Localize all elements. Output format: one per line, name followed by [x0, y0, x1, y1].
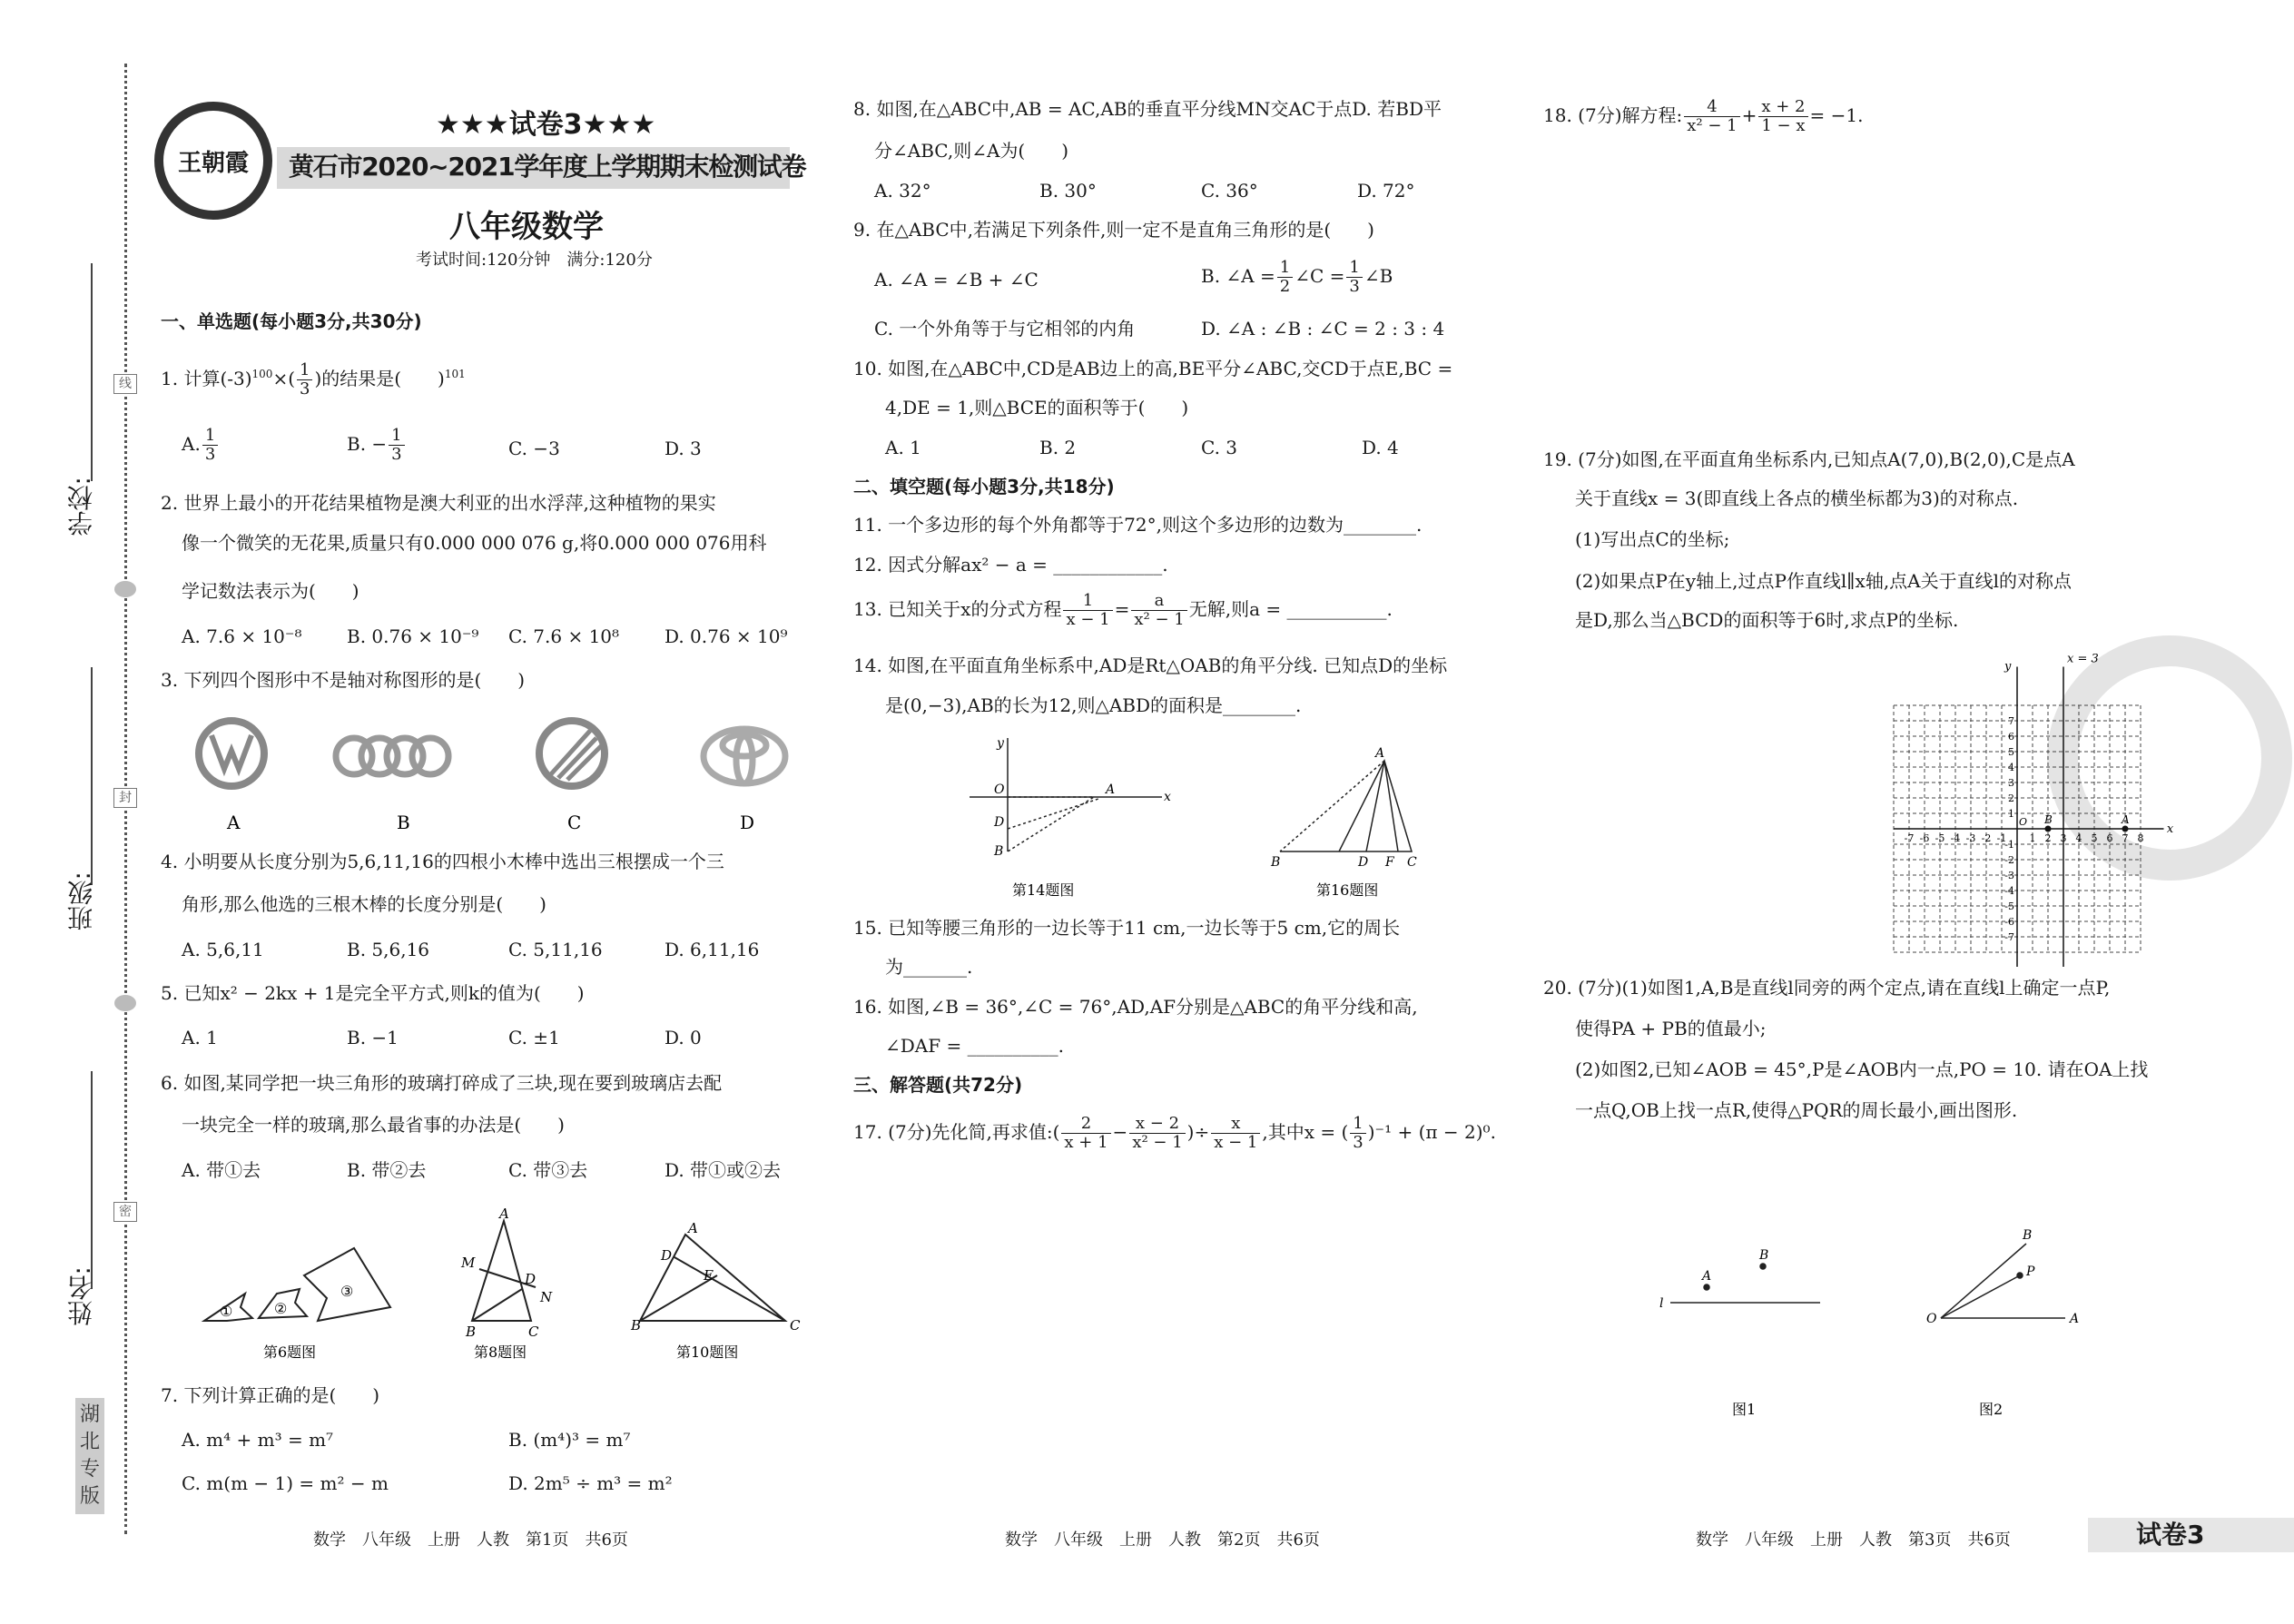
option-b[interactable]: B. −1 — [347, 1027, 399, 1048]
point-label: A — [2122, 813, 2130, 826]
y-tick-label: 4 — [2008, 762, 2014, 773]
origin-label: O — [2019, 816, 2028, 828]
exam-title: 黄石市2020~2021学年度上学期期末检测试卷 — [289, 152, 806, 182]
option-b[interactable]: B. − $\frac{1}{3}$ — [347, 427, 407, 464]
figure-label: C — [567, 812, 582, 833]
point-label: B — [2023, 1228, 2033, 1243]
name-label: 姓名: — [66, 1266, 96, 1326]
y-tick-label: 3 — [2008, 777, 2014, 789]
question-6-line: 一块完全一样的玻璃,那么最省事的办法是( ) — [182, 1114, 565, 1136]
option-c[interactable]: C. 3 — [1201, 437, 1238, 458]
option-a[interactable]: A. 5,6,11 — [182, 939, 264, 960]
y-tick-label: -5 — [2004, 901, 2014, 912]
line-label: x = 3 — [2067, 652, 2099, 666]
question-1: 1. 计算$(-3)^{100}\times$( $\frac{1}{3}$ )的结果是( )$^{101}$ — [161, 360, 466, 399]
question-2-line: 学记数法表示为( ) — [182, 580, 359, 602]
figure-16 — [1280, 761, 1412, 851]
y-tick-label: -2 — [2004, 854, 2014, 866]
option-c[interactable]: C. m(m − 1) = m² − m — [182, 1472, 389, 1494]
class-field-line[interactable] — [91, 667, 93, 885]
figure-caption: 第6题图 — [263, 1343, 317, 1361]
figure-label: B — [397, 812, 410, 833]
option-c[interactable]: C. ±1 — [508, 1027, 560, 1048]
point-label: B — [1759, 1248, 1769, 1263]
section-heading: 二、填空题(每小题3分,共18分) — [853, 476, 1115, 497]
option-a[interactable]: A. m⁴ + m³ = m⁷ — [182, 1429, 334, 1451]
x-tick-label: 5 — [2091, 832, 2098, 844]
figures-14-16 — [962, 733, 1471, 906]
question-18: 18. (7分)解方程: $\frac{4}{\text{x² − 1}}$ + $\frac{x + 2}{1 - x}$ = −1. — [1543, 97, 1864, 135]
option-d[interactable]: D. 6,11,16 — [665, 939, 760, 960]
figure-1 — [1670, 1264, 1820, 1303]
point-label: D — [1358, 855, 1369, 870]
point-label: A — [1375, 746, 1385, 761]
school-label: 学校: — [66, 477, 96, 536]
option-d[interactable]: D. 3 — [665, 438, 702, 459]
axis-label: y — [997, 736, 1004, 751]
paper-badge: 试卷3 — [2136, 1520, 2205, 1550]
line-label: l — [1659, 1296, 1664, 1311]
point-label: M — [461, 1255, 476, 1271]
point-label: O — [994, 782, 1005, 797]
figure-caption: 图1 — [1732, 1401, 1757, 1418]
x-tick-label: 1 — [2029, 832, 2036, 844]
logo-vw — [199, 721, 264, 786]
x-tick-label: -1 — [1996, 832, 2007, 844]
option-d[interactable]: D. 带①或②去 — [665, 1159, 782, 1181]
option-c[interactable]: C. 一个外角等于与它相邻的内角 — [874, 318, 1136, 340]
option-b[interactable]: B. 带②去 — [347, 1159, 427, 1181]
x-tick-label: 6 — [2106, 832, 2113, 844]
flower-icon — [114, 581, 136, 597]
question-20-line: 使得PA + PB的值最小; — [1575, 1018, 1767, 1039]
y-tick-label: -4 — [2004, 885, 2014, 897]
logo-toyota — [704, 729, 785, 783]
option-d[interactable]: D. 0 — [665, 1027, 702, 1048]
question-17: 17. (7分)先化简,再求值:( $\frac{2}{x + 1}$ − $\frac{x - 2}{\text{x² − 1}}$ )÷ $\frac{x}{x - 1}$ ,其中x = ( $\frac{1}{3}$ )⁻¹ + (π − 2)⁰. — [853, 1114, 1496, 1152]
option-c[interactable]: C. −3 — [508, 438, 560, 459]
option-a[interactable]: A. 7.6 × 10⁻⁸ — [182, 625, 302, 647]
question-5: 5. 已知x² − 2kx + 1是完全平方式,则k的值为( ) — [161, 982, 585, 1004]
y-tick-label: 2 — [2008, 792, 2014, 804]
page-footer: 数学 八年级 上册 人教 第3页 共6页 — [1696, 1530, 2011, 1550]
question-16: 16. 如图,∠B = 36°,∠C = 76°,AD,AF分别是△ABC的角平分线和高, — [853, 996, 1418, 1018]
point-label: C — [528, 1324, 539, 1340]
piece-label: ① — [220, 1303, 233, 1320]
point-label: F — [1385, 855, 1394, 870]
y-tick-label: 7 — [2008, 715, 2014, 727]
x-tick-label: -2 — [1981, 832, 1992, 844]
point-label: A — [2070, 1312, 2080, 1326]
option-a[interactable]: A. 带①去 — [182, 1159, 261, 1181]
question-19-line: 关于直线x = 3(即直线上各点的横坐标都为3)的对称点. — [1575, 487, 2019, 509]
figure-caption: 第10题图 — [676, 1343, 739, 1361]
flower-icon — [114, 995, 136, 1011]
question-12: 12. 因式分解ax² − a = ____________. — [853, 554, 1168, 576]
option-c[interactable]: C. 7.6 × 10⁸ — [508, 625, 620, 647]
question-19-line: (1)写出点C的坐标; — [1575, 528, 1730, 550]
section-heading: 一、单选题(每小题3分,共30分) — [161, 310, 422, 332]
page-footer: 数学 八年级 上册 人教 第2页 共6页 — [1005, 1530, 1320, 1550]
y-tick-label: -7 — [2004, 931, 2014, 943]
piece-label: ③ — [340, 1283, 354, 1300]
point-label: B — [2044, 813, 2053, 826]
option-a[interactable]: A. ∠A = ∠B + ∠C — [874, 269, 1039, 290]
point-label: P — [2026, 1265, 2035, 1279]
question-3: 3. 下列四个图形中不是轴对称图形的是( ) — [161, 669, 526, 691]
logo-audi — [336, 738, 448, 774]
option-d[interactable]: D. 4 — [1362, 437, 1399, 458]
question-4-line: 角形,那么他选的三根木棒的长度分别是( ) — [182, 893, 546, 915]
figures-6-8-10 — [191, 1207, 826, 1375]
question-14-line: 是(0,−3),AB的长为12,则△ABD的面积是________. — [885, 694, 1302, 716]
paper-number: ★★★试卷3★★★ — [436, 109, 656, 141]
question-7: 7. 下列计算正确的是( ) — [161, 1384, 380, 1406]
question-9: 9. 在△ABC中,若满足下列条件,则一定不是直角三角形的是( ) — [853, 219, 1374, 241]
point-label: N — [540, 1289, 553, 1305]
question-8-line: 分∠ABC,则∠A为( ) — [874, 140, 1069, 162]
point-label: E — [704, 1267, 714, 1284]
x-tick-label: 8 — [2137, 832, 2144, 844]
figure-caption: 图2 — [1979, 1401, 2004, 1418]
option-b[interactable]: B. 0.76 × 10⁻⁹ — [347, 625, 479, 647]
section-heading: 三、解答题(共72分) — [853, 1074, 1023, 1096]
point-label: A — [499, 1207, 509, 1222]
option-c[interactable]: C. 带③去 — [508, 1159, 588, 1181]
point-A — [2122, 826, 2129, 832]
subject-title: 八年级数学 — [449, 209, 604, 245]
option-d[interactable]: D. ∠A : ∠B : ∠C = 2 : 3 : 4 — [1201, 318, 1445, 340]
point-label: D — [994, 815, 1005, 830]
point-label: B — [994, 844, 1004, 859]
option-a[interactable]: A. 1 — [885, 437, 921, 458]
figure-caption: 第16题图 — [1316, 881, 1379, 899]
x-tick-label: -6 — [1919, 832, 1930, 844]
question-11: 11. 一个多边形的每个外角都等于72°,则这个多边形的边数为________. — [853, 514, 1423, 536]
y-tick-label: 1 — [2008, 808, 2014, 820]
school-field-line[interactable] — [91, 263, 93, 481]
option-a[interactable]: A. $\frac{1}{3}$ — [182, 427, 220, 464]
question-19-line: 是D,那么当△BCD的面积等于6时,求点P的坐标. — [1575, 609, 1959, 631]
question-15: 15. 已知等腰三角形的一边长等于11 cm,一边长等于5 cm,它的周长 — [853, 917, 1401, 939]
page-footer: 数学 八年级 上册 人教 第1页 共6页 — [313, 1530, 628, 1550]
option-a[interactable]: A. 1 — [182, 1027, 218, 1048]
point-label: D — [525, 1271, 537, 1287]
question-19: 19. (7分)如图,在平面直角坐标系内,已知点A(7,0),B(2,0),C是点A — [1543, 448, 2075, 470]
point-label: D — [661, 1247, 673, 1264]
option-a[interactable]: A. 32° — [874, 180, 931, 202]
x-tick-label: 4 — [2075, 832, 2082, 844]
option-d[interactable]: D. 2m⁵ ÷ m³ = m² — [508, 1472, 673, 1494]
point-label: O — [1926, 1312, 1937, 1326]
question-20-line: 一点Q,OB上找一点R,使得△PQR的周长最小,画出图形. — [1575, 1099, 2018, 1121]
logo-c — [539, 721, 605, 786]
axis-label: x — [1164, 790, 1171, 804]
question-4: 4. 小明要从长度分别为5,6,11,16的四根小木棒中选出三根摆成一个三 — [161, 851, 724, 872]
question-20: 20. (7分)(1)如图1,A,B是直线l同旁的两个定点,请在直线l上确定一点P, — [1543, 977, 2111, 999]
class-label: 班级: — [66, 871, 96, 931]
point-label: C — [1407, 855, 1417, 870]
y-tick-label: -3 — [2004, 870, 2014, 881]
figure-label: D — [740, 812, 755, 833]
y-axis-label: y — [2004, 659, 2012, 674]
option-c[interactable]: C. 36° — [1201, 180, 1258, 202]
seal-mark-mi: 密 — [113, 1202, 137, 1222]
x-tick-label: 2 — [2044, 832, 2052, 844]
question-10-line: 4,DE = 1,则△BCE的面积等于( ) — [885, 397, 1189, 418]
point-label: C — [790, 1317, 801, 1334]
question-19-line: (2)如果点P在y轴上,过点P作直线l∥x轴,点A关于直线l的对称点 — [1575, 570, 2072, 592]
seal-mark-xian: 线 — [113, 374, 137, 394]
figure-2 — [1941, 1244, 2065, 1318]
piece-label: ② — [274, 1300, 288, 1317]
point-label: B — [631, 1317, 642, 1334]
seal-mark-feng: 封 — [113, 788, 137, 808]
question-6: 6. 如图,某同学把一块三角形的玻璃打碎成了三块,现在要到玻璃店去配 — [161, 1072, 723, 1094]
option-b[interactable]: B. 2 — [1039, 437, 1077, 458]
x-tick-label: 7 — [2122, 832, 2129, 844]
question-2: 2. 世界上最小的开花结果植物是澳大利亚的出水浮萍,这种植物的果实 — [161, 492, 716, 514]
x-tick-label: -3 — [1965, 832, 1976, 844]
option-b[interactable]: B. 5,6,16 — [347, 939, 430, 960]
question-16-line: ∠DAF = __________. — [885, 1035, 1064, 1057]
name-field-line[interactable] — [91, 1071, 93, 1289]
point-label: A — [1702, 1269, 1712, 1284]
y-tick-label: -6 — [2004, 916, 2014, 928]
figures-20 — [1652, 1216, 2161, 1434]
point-label: B — [1271, 855, 1281, 870]
y-tick-label: -1 — [2004, 839, 2014, 851]
option-b[interactable]: B. 30° — [1039, 180, 1097, 202]
x-tick-label: -7 — [1904, 832, 1915, 844]
question-8: 8. 如图,在△ABC中,AB = AC,AB的垂直平分线MN交AC于点D. 若BD平 — [853, 98, 1442, 120]
y-tick-label: 6 — [2008, 731, 2014, 743]
option-d[interactable]: D. 72° — [1357, 180, 1415, 202]
coordinate-grid — [1893, 649, 2192, 967]
y-tick-label: 5 — [2008, 746, 2014, 758]
point-label: A — [688, 1220, 698, 1236]
edition-badge: 湖北专版 — [75, 1398, 104, 1514]
option-d[interactable]: D. 0.76 × 10⁹ — [665, 625, 788, 647]
x-tick-label: -4 — [1950, 832, 1961, 844]
option-b[interactable]: B. ∠A = $\frac{1}{2}$ ∠C = $\frac{1}{3}$ ∠B — [1201, 258, 1393, 296]
point-B — [2045, 826, 2052, 832]
option-b[interactable]: B. (m⁴)³ = m⁷ — [508, 1429, 631, 1451]
logo — [154, 102, 272, 220]
question-2-line: 像一个微笑的无花果,质量只有0.000 000 076 g,将0.000 000 076用科 — [182, 532, 767, 554]
point-label: A — [1106, 782, 1116, 797]
figure-caption: 第8题图 — [474, 1343, 527, 1361]
option-c[interactable]: C. 5,11,16 — [508, 939, 603, 960]
question-20-line: (2)如图2,已知∠AOB = 45°,P是∠AOB内一点,PO = 10. 请在OA上找 — [1575, 1058, 2149, 1080]
question-13: 13. 已知关于x的分式方程 $\frac{1}{x - 1}$ = $\frac{a}{\text{x² − 1}}$ 无解,则a = ___________. — [853, 591, 1393, 629]
point-label: B — [466, 1324, 477, 1340]
x-tick-label: -5 — [1935, 832, 1945, 844]
question-10: 10. 如图,在△ABC中,CD是AB边上的高,BE平分∠ABC,交CD于点E,BC = — [853, 358, 1453, 379]
question-14: 14. 如图,在平面直角坐标系中,AD是Rt△OAB的角平分线. 已知点D的坐标 — [853, 655, 1448, 676]
question-15-line: 为_______. — [885, 956, 973, 978]
logo-text: 王朝霞 — [177, 149, 249, 177]
x-tick-label: 3 — [2060, 832, 2067, 844]
x-axis-label: x — [2166, 822, 2174, 836]
exam-info: 考试时间:120分钟 满分:120分 — [416, 251, 653, 270]
figure-caption: 第14题图 — [1012, 881, 1075, 899]
figure-label: A — [227, 812, 241, 833]
logo-figures — [186, 713, 803, 840]
